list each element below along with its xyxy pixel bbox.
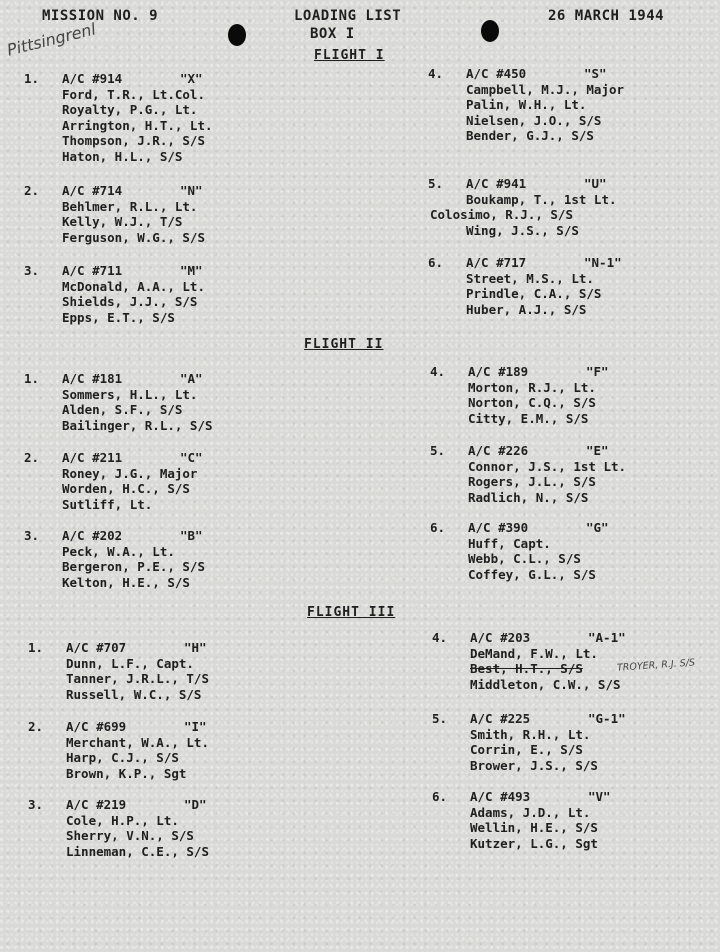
crew-member: Smith, R.H., Lt.	[470, 726, 591, 742]
crew-member: Citty, E.M., S/S	[468, 410, 589, 426]
aircraft-id: A/C #450	[466, 66, 527, 81]
aircraft-entry	[24, 183, 205, 245]
aircraft-id: A/C #717	[466, 255, 527, 270]
aircraft-letter: "G"	[586, 520, 609, 535]
aircraft-entry	[432, 630, 626, 692]
crew-member: Wing, J.S., S/S	[466, 222, 579, 238]
crew-member: Webb, C.L., S/S	[468, 551, 581, 566]
aircraft-entry	[428, 176, 617, 238]
flight-title: FLIGHT I	[314, 48, 385, 63]
aircraft-letter: "X"	[180, 71, 203, 86]
aircraft-id: A/C #203	[470, 630, 531, 645]
crew-member: Bergeron, P.E., S/S	[62, 559, 205, 574]
crew-member: Peck, W.A., Lt.	[62, 543, 175, 559]
entry-number: 3.	[24, 263, 40, 278]
crew-member: Wellin, H.E., S/S	[470, 820, 598, 835]
aircraft-entry	[24, 71, 213, 164]
crew-member: Street, M.S., Lt.	[466, 270, 594, 286]
entry-number: 2.	[24, 183, 40, 198]
crew-member: Morton, R.J., Lt.	[468, 379, 596, 395]
crew-member: Huff, Capt.	[468, 535, 551, 551]
crew-member: Thompson, J.R., S/S	[62, 133, 205, 148]
aircraft-entry	[24, 371, 213, 433]
crew-member: Nielsen, J.O., S/S	[466, 112, 602, 128]
aircraft-letter: "U"	[584, 176, 607, 191]
aircraft-entry	[432, 789, 611, 851]
aircraft-letter: "S"	[584, 66, 607, 81]
aircraft-id: A/C #493	[470, 789, 531, 804]
crew-member: Dunn, L.F., Capt.	[66, 655, 194, 671]
entry-number: 4.	[430, 364, 446, 379]
crew-member: Haton, H.L., S/S	[62, 148, 183, 164]
crew-member: Huber, A.J., S/S	[466, 301, 587, 317]
crew-member: DeMand, F.W., Lt.	[470, 645, 598, 661]
aircraft-letter: "N"	[180, 183, 203, 198]
crew-member: Royalty, P.G., Lt.	[62, 102, 198, 117]
entry-number: 5.	[432, 711, 448, 726]
crew-member: Corrin, E., S/S	[470, 742, 583, 757]
handwritten-annotation: TROYER, R.J. S/S	[616, 657, 696, 674]
crew-member: Norton, C.Q., S/S	[468, 395, 596, 410]
entry-number: 3.	[24, 528, 40, 543]
entry-number: 4.	[432, 630, 448, 645]
aircraft-id: A/C #914	[62, 71, 123, 86]
crew-member: Worden, H.C., S/S	[62, 481, 190, 496]
entry-number: 4.	[428, 66, 444, 81]
aircraft-id: A/C #181	[62, 371, 123, 386]
crew-member: Sutliff, Lt.	[62, 496, 153, 512]
crew-member: Sommers, H.L., Lt.	[62, 386, 198, 402]
aircraft-entry	[24, 528, 205, 590]
aircraft-letter: "H"	[184, 640, 207, 655]
crew-member: Adams, J.D., Lt.	[470, 804, 591, 820]
document-date: 26 MARCH 1944	[548, 8, 665, 24]
aircraft-entry	[28, 797, 209, 859]
crew-member: Alden, S.F., S/S	[62, 402, 183, 417]
entry-number: 3.	[28, 797, 44, 812]
entry-number: 6.	[430, 520, 446, 535]
crew-member: Behlmer, R.L., Lt.	[62, 198, 198, 214]
aircraft-entry	[28, 640, 209, 702]
mission-number: MISSION NO. 9	[42, 8, 159, 24]
punch-hole	[481, 20, 499, 42]
aircraft-letter: "F"	[586, 364, 609, 379]
aircraft-id: A/C #211	[62, 450, 123, 465]
entry-number: 2.	[24, 450, 40, 465]
entry-number: 1.	[28, 640, 44, 655]
aircraft-id: A/C #714	[62, 183, 123, 198]
flight-title: FLIGHT III	[307, 605, 396, 620]
crew-member: Palin, W.H., Lt.	[466, 97, 587, 112]
crew-member: Middleton, C.W., S/S	[470, 676, 621, 692]
aircraft-entry	[430, 520, 609, 582]
aircraft-id: A/C #707	[66, 640, 127, 655]
aircraft-entry	[430, 364, 609, 426]
flight-title: FLIGHT II	[304, 337, 384, 352]
crew-member: Brown, K.P., Sgt	[66, 765, 187, 781]
aircraft-letter: "E"	[586, 443, 609, 458]
aircraft-letter: "N-1"	[584, 255, 622, 270]
entry-number: 5.	[428, 176, 444, 191]
aircraft-entry	[24, 450, 203, 512]
crew-member: Shields, J.J., S/S	[62, 294, 198, 309]
crew-member: Boukamp, T., 1st Lt.	[466, 191, 617, 207]
crew-member: Harp, C.J., S/S	[66, 750, 179, 765]
crew-member: Sherry, V.N., S/S	[66, 828, 194, 843]
aircraft-entry	[432, 711, 626, 773]
crew-member: Merchant, W.A., Lt.	[66, 734, 209, 750]
box-label: BOX I	[310, 26, 355, 42]
entry-number: 1.	[24, 371, 40, 386]
aircraft-id: A/C #226	[468, 443, 529, 458]
crew-member: Coffey, G.L., S/S	[468, 566, 596, 582]
crew-member: Brower, J.S., S/S	[470, 757, 598, 773]
aircraft-letter: "M"	[180, 263, 203, 278]
crew-member: Connor, J.S., 1st Lt.	[468, 458, 627, 474]
aircraft-entry	[428, 255, 622, 317]
aircraft-id: A/C #711	[62, 263, 123, 278]
aircraft-id: A/C #699	[66, 719, 127, 734]
crew-member: Radlich, N., S/S	[468, 489, 589, 505]
aircraft-id: A/C #225	[470, 711, 531, 726]
crew-member: Colosimo, R.J., S/S	[430, 207, 573, 222]
crew-member: Epps, E.T., S/S	[62, 309, 175, 325]
document-title: LOADING LIST	[294, 8, 402, 24]
crew-member: Cole, H.P., Lt.	[66, 812, 179, 828]
crew-member: McDonald, A.A., Lt.	[62, 278, 205, 294]
aircraft-letter: "V"	[588, 789, 611, 804]
crew-member: Roney, J.G., Major	[62, 465, 198, 481]
aircraft-letter: "A"	[180, 371, 203, 386]
handwritten-signature: Pittsingrenl	[5, 19, 98, 60]
crew-member: Ferguson, W.G., S/S	[62, 229, 205, 245]
aircraft-letter: "D"	[184, 797, 207, 812]
aircraft-letter: "I"	[184, 719, 207, 734]
crew-member: Bailinger, R.L., S/S	[62, 417, 213, 433]
crew-member: Prindle, C.A., S/S	[466, 286, 602, 301]
aircraft-id: A/C #941	[466, 176, 527, 191]
entry-number: 6.	[432, 789, 448, 804]
crew-member: Kutzer, L.G., Sgt	[470, 835, 598, 851]
crew-member: Tanner, J.R.L., T/S	[66, 671, 209, 686]
entry-number: 5.	[430, 443, 446, 458]
aircraft-entry	[428, 66, 625, 144]
crew-member: Russell, W.C., S/S	[66, 686, 202, 702]
aircraft-letter: "C"	[180, 450, 203, 465]
aircraft-letter: "B"	[180, 528, 203, 543]
crew-member: Ford, T.R., Lt.Col.	[62, 86, 205, 102]
crew-member: Arrington, H.T., Lt.	[62, 117, 213, 133]
aircraft-id: A/C #189	[468, 364, 529, 379]
crew-member: Bender, G.J., S/S	[466, 128, 594, 143]
entry-number: 6.	[428, 255, 444, 270]
crew-member: Kelly, W.J., T/S	[62, 214, 183, 229]
aircraft-entry	[28, 719, 209, 781]
aircraft-entry	[430, 443, 627, 505]
crew-member: Linneman, C.E., S/S	[66, 843, 209, 859]
aircraft-id: A/C #390	[468, 520, 529, 535]
crew-member: Kelton, H.E., S/S	[62, 574, 190, 590]
entry-number: 2.	[28, 719, 44, 734]
aircraft-letter: "A-1"	[588, 630, 626, 645]
crew-member: Campbell, M.J., Major	[466, 81, 625, 97]
aircraft-letter: "G-1"	[588, 711, 626, 726]
aircraft-id: A/C #219	[66, 797, 127, 812]
crew-member-struck: Best, H.T., S/S	[470, 661, 583, 676]
aircraft-entry	[24, 263, 205, 325]
entry-number: 1.	[24, 71, 40, 86]
crew-member: Rogers, J.L., S/S	[468, 474, 596, 489]
punch-hole	[228, 24, 246, 46]
aircraft-id: A/C #202	[62, 528, 123, 543]
